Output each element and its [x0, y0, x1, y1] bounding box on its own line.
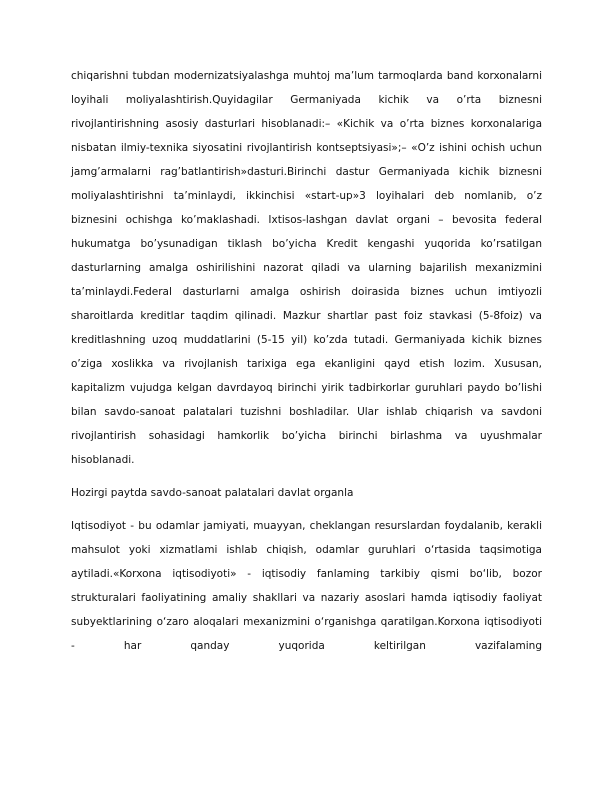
- body-paragraph: chiqarishni tubdan modernizatsiyalashga muhtoj ma’lum tarmoqlarda band korxonalarni loyihali moliyalashtirish.Quyidagilar Germaniyada kichik va o’rta biznesni rivojlantirishning asosiy dasturlari hisoblanadi:– «Kichik va o’rta biznes korxonalariga nisbatan ilmiy-texnika siyosatini rivojlantirish kontseptsiyasi»;– «O’z ishini ochish uchun jamg’armalarni rag’batlantirish»dasturi.Birinchi dastur Germaniyada kichik biznesni moliyalashtirishni ta’minlaydi, ikkinchisi «start-up»3 loyihalari deb nomlanib, o’z biznesini ochishga ko’maklashadi. Ixtisos-lashgan davlat organi – bevosita federal hukumatga bo’ysunadigan tiklash bo’yicha Kredit kengashi yuqorida ko’rsatilgan dasturlarning amalga oshirilishini nazorat qiladi va ularning bajarilish mexanizmini ta’minlaydi.Federal dasturlarni amalga oshirish doirasida biznes uchun imtiyozli sharoitlarda kreditlar taqdim qilinadi. Mazkur shartlar past foiz stavkasi (5-8foiz) va kreditlashning uzoq muddatlarini (5-15 yil) ko’zda tutadi. Germaniyada kichik biznes o’ziga xoslikka va rivojlanish tarixiga ega ekanligini qayd etish lozim. Xususan, kapitalizm vujudga kelgan davrdayoq birinchi yirik tadbirkorlar guruhlari paydo bo’lishi bilan savdo-sanoat palatalari tuzishni boshladilar. Ular ishlab chiqarish va savdoni rivojlantirish sohasidagi hamkorlik bo’yicha birinchi birlashma va uyushmalar hisoblanadi.: [71, 70, 542, 466]
- body-paragraph: Iqtisodiyot - bu odamlar jamiyati, muayyan, cheklangan resurslardan foydalanib, kerakli mahsulot yoki xizmatlami ishlab chiqish, odamlar guruhlari o‘rtasida taqsimotiga aytiladi.«Korxona iqtisodiyoti» - iqtisodiy fanlaming tarkibiy qismi bo‘lib, bozor strukturalari faoliyatining amaliy shakllari va nazariy asoslari hamda iqtisodiy faoliyat subyektlarining o‘zaro aloqalari mexanizmini o‘rganishga qaratilgan.Korxona iqtisodiyoti - har qanday yuqorida keltirilgan vazifalaming: [71, 520, 542, 652]
- document-page: [71, 64, 542, 658]
- body-paragraph-short: Hozirgi paytda savdo-sanoat palatalari davlat organla: [71, 487, 354, 499]
